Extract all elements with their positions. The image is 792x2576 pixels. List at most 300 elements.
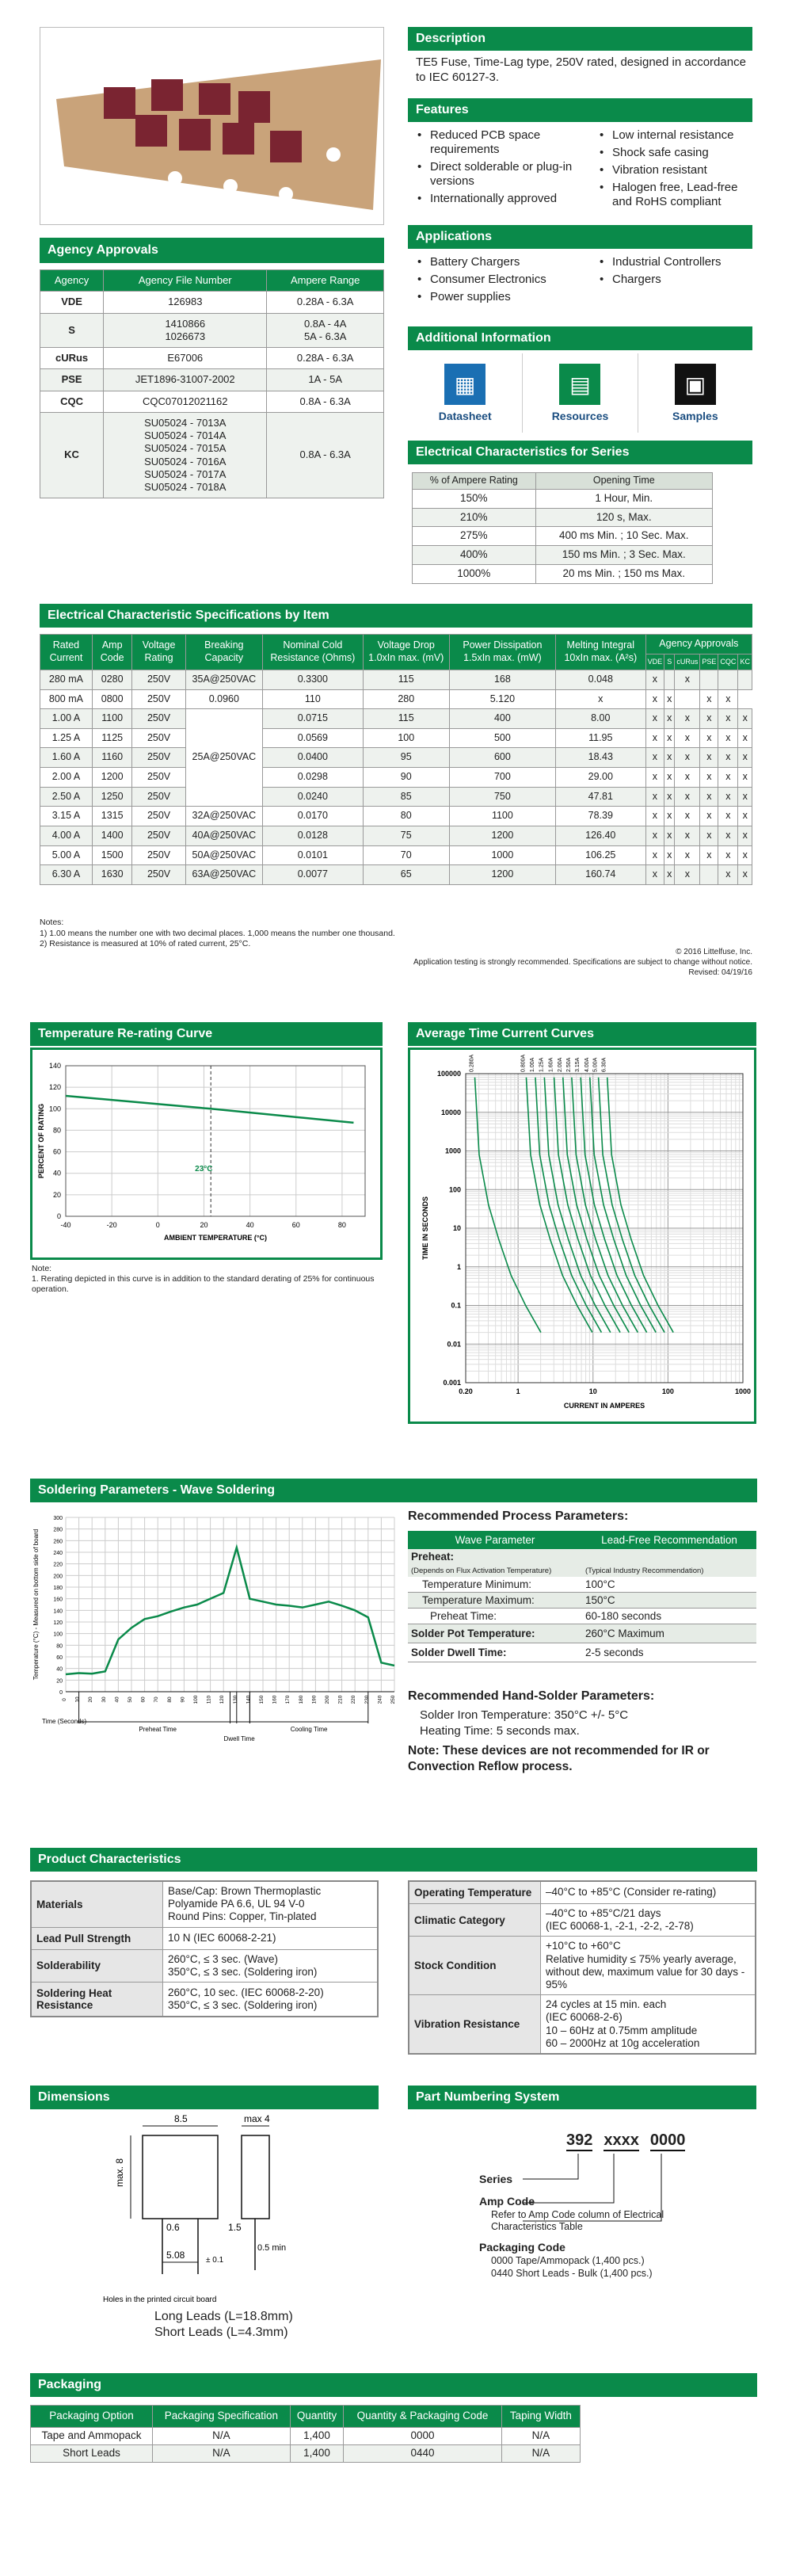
spec-cell: x [718, 728, 738, 748]
spec-cell [718, 670, 738, 689]
y-tick-label: 260 [53, 1539, 63, 1545]
x-tick-label: 250 [390, 1695, 396, 1704]
y-axis-label: PERCENT OF RATING [37, 1103, 45, 1179]
spec-row [40, 826, 752, 845]
samples-link[interactable] [638, 353, 752, 433]
product-row [409, 1995, 756, 2054]
spec-table [40, 634, 752, 885]
spec-cell: x [664, 826, 675, 845]
spec-row [40, 748, 752, 768]
product-label: Stock Condition [409, 1937, 540, 1995]
spec-cell: 6.30 A [40, 865, 93, 885]
packaging-header: Taping Width [501, 2406, 580, 2428]
process-title: Recommended Process Parameters: [408, 1509, 629, 1523]
spec-cell: 65 [363, 865, 449, 885]
samples-icon: ▣ [675, 364, 716, 405]
y-tick-label: 10000 [440, 1108, 461, 1116]
spec-cell: 80 [363, 807, 449, 826]
spec-cell: 2.00 A [40, 768, 93, 788]
y-tick-label: 0 [59, 1690, 63, 1696]
product-value: 24 cycles at 15 min. each (IEC 60068-2-6) 10 – 60Hz at 0.75mm amplitude 60 – 2000Hz at 10g acceleration [540, 1995, 756, 2054]
spec-cell: 63A@250VAC [185, 865, 262, 885]
y-tick-label: 180 [53, 1586, 63, 1591]
preheat-sub2: (Typical Industry Recommendation) [585, 1567, 704, 1576]
agency-logo-icon: CQC [718, 654, 738, 670]
partnum-title: Part Numbering System [408, 2086, 756, 2109]
spec-cell: 1100 [449, 807, 555, 826]
spec-cell: x [738, 768, 752, 788]
agency-logo-icon: PSE [40, 369, 104, 391]
spec-cell: x [700, 845, 718, 865]
spec-cell: 700 [449, 768, 555, 788]
feature-item: • Vibration resistant [598, 163, 752, 177]
rerating-note-line: 1. Rerating depicted in this curve is in addition to the standard derating of 25% for continuous operation. [32, 1274, 375, 1295]
product-label: Vibration Resistance [409, 1995, 540, 2054]
dim-pin: 0.6 [166, 2222, 180, 2233]
spec-cell: 250V [132, 748, 185, 768]
x-tick-label: 20 [200, 1221, 208, 1229]
y-tick-label: 240 [53, 1551, 63, 1556]
rerating-note-line: Note: [32, 1264, 52, 1273]
x-tick-label: 0.20 [459, 1387, 473, 1395]
spec-cell: 90 [363, 768, 449, 788]
spec-cell: x [645, 670, 664, 689]
dim-height: max. 8 [114, 2158, 125, 2187]
temp-max-label: Temperature Maximum: [408, 1593, 582, 1609]
y-axis-label: Temperature (°C) - Measured on bottom side of board [32, 1528, 40, 1681]
spec-cell: 40A@250VAC [185, 826, 262, 845]
agency-file-number: 1410866 1026673 [104, 313, 267, 348]
packaging-row [31, 2444, 581, 2462]
description-text: TE5 Fuse, Time-Lag type, 250V rated, designed in accordance to IEC 60127-3. [416, 55, 746, 84]
application-item: • Consumer Electronics [416, 273, 590, 287]
product-image [40, 27, 384, 225]
agency-ampere-range: 0.8A - 6.3A [267, 412, 384, 498]
agency-file-number: CQC07012021162 [104, 391, 267, 412]
tc-curve-label: 0.800A [520, 1054, 527, 1072]
y-tick-label: 220 [53, 1562, 63, 1568]
soldering-title: Soldering Parameters - Wave Soldering [30, 1479, 757, 1502]
dim-tol: ± 0.1 [206, 2256, 224, 2265]
spec-cell: x [664, 787, 675, 807]
spec-cell: 29.00 [555, 768, 645, 788]
spec-copyright-line: Application testing is strongly recommended. Specifications are subject to change without notice. [413, 958, 752, 967]
spec-cell: x [718, 807, 738, 826]
resources-label: Resources [551, 410, 609, 422]
spec-cell: 5.120 [449, 689, 555, 709]
packaging-header: Packaging Specification [153, 2406, 291, 2428]
agency-logo-icon: VDE [40, 292, 104, 313]
spec-cell: 250V [132, 670, 185, 689]
x-tick-label: 180 [298, 1695, 304, 1704]
spec-cell: x [738, 787, 752, 807]
spec-cell: 0.0077 [263, 865, 364, 885]
spec-cell: 1.60 A [40, 748, 93, 768]
product-value: +10°C to +60°C Relative humidity ≤ 75% yearly average, without dew, maximum value for 30 days - 95% [540, 1937, 756, 1995]
x-tick-label: -40 [60, 1221, 71, 1229]
y-tick-label: 60 [56, 1655, 63, 1661]
partnum-code [566, 2131, 685, 2151]
y-tick-label: 1000 [444, 1147, 461, 1155]
feature-item: • Reduced PCB space requirements [416, 128, 590, 157]
y-tick-label: 40 [56, 1666, 63, 1673]
preheat-time-label: Preheat Time: [408, 1609, 582, 1624]
spec-cell: x [738, 728, 752, 748]
packaging-cell: N/A [153, 2427, 291, 2444]
x-tick-label: 100 [661, 1387, 674, 1395]
partnum-series-code: 392 [566, 2131, 592, 2151]
spec-header: Melting Integral 10xIn max. (A²s) [555, 635, 645, 670]
spec-cell: 0.0101 [263, 845, 364, 865]
spec-cell: 8.00 [555, 709, 645, 729]
x-tick-label: 230 [364, 1695, 370, 1704]
phase-label: Cooling Time [290, 1726, 328, 1733]
applications-left [416, 255, 590, 307]
spec-cell: 0.0960 [185, 689, 262, 709]
spec-cell: 1630 [92, 865, 132, 885]
spec-row [40, 865, 752, 885]
agency-approvals-title: Agency Approvals [40, 238, 384, 263]
agency-logo-icon: cURus [675, 654, 700, 670]
spec-cell: 0800 [92, 689, 132, 709]
spec-cell: 0.0715 [263, 709, 364, 729]
feature-item: • Internationally approved [416, 192, 590, 206]
spec-cell: 110 [263, 689, 364, 709]
application-item: • Battery Chargers [416, 255, 590, 269]
ecs-cell: 400 ms Min. ; 10 Sec. Max. [535, 527, 712, 546]
product-label: Operating Temperature [409, 1881, 540, 1904]
spec-cell: x [700, 826, 718, 845]
y-tick-label: 160 [53, 1597, 63, 1603]
agency-logo-icon: PSE [700, 654, 718, 670]
product-row [31, 1881, 378, 1927]
spec-cell: x [555, 689, 645, 709]
spec-cell: 600 [449, 748, 555, 768]
tc-curve-label: 1.60A [548, 1057, 554, 1072]
spec-cell: 4.00 A [40, 826, 93, 845]
product-row [409, 1937, 756, 1995]
spec-cell: 1000 [449, 845, 555, 865]
approvals-row [40, 391, 384, 412]
ecs-cell: 400% [413, 546, 536, 565]
x-tick-label: 30 [101, 1696, 107, 1703]
ecs-title: Electrical Characteristics for Series [408, 441, 752, 464]
dim-depth: max 4 [244, 2113, 270, 2124]
tc-curve-label: 2.00A [557, 1057, 563, 1072]
agency-logo-icon: S [40, 313, 104, 348]
x-tick-label: 1 [516, 1387, 520, 1395]
product-row [409, 1881, 756, 1904]
agency-ampere-range: 0.28A - 6.3A [267, 292, 384, 313]
features-title: Features [408, 98, 752, 122]
product-value: 260°C, 10 sec. (IEC 60068-2-20) 350°C, ≤ 3 sec. (Soldering iron) [162, 1982, 378, 2017]
y-tick-label: 80 [56, 1643, 63, 1650]
dim-minlen: 0.5 min [257, 2243, 287, 2253]
spec-row [40, 845, 752, 865]
spec-cell [700, 865, 718, 885]
product-label: Lead Pull Strength [31, 1927, 162, 1949]
y-tick-label: 40 [52, 1169, 61, 1177]
spec-cell: 70 [363, 845, 449, 865]
spec-cell: 2.50 A [40, 787, 93, 807]
ecs-cell: 150% [413, 489, 536, 508]
ecs-header: Opening Time [535, 473, 712, 490]
process-note: Note: These devices are not recommended for IR or Convection Reflow process. [408, 1744, 710, 1774]
plot-frame [66, 1066, 365, 1216]
ecs-row [413, 508, 713, 527]
temp-min-label: Temperature Minimum: [408, 1577, 582, 1593]
spec-cell: x [645, 728, 664, 748]
spec-header: Power Dissipation 1.5xIn max. (mW) [449, 635, 555, 670]
spec-header: Amp Code [92, 635, 132, 670]
spec-cell: 1.25 A [40, 728, 93, 748]
ecs-row [413, 546, 713, 565]
partnum-amp-desc: Refer to Amp Code column of Electrical Characteristics Table [491, 2209, 664, 2232]
preheat-label: Preheat: [411, 1551, 455, 1563]
approvals-row [40, 412, 384, 498]
ecs-cell: 1 Hour, Min. [535, 489, 712, 508]
spec-cell: x [675, 768, 700, 788]
x-axis-label: CURRENT IN AMPERES [563, 1402, 645, 1410]
spec-cell: 0.0569 [263, 728, 364, 748]
packaging-cell: Tape and Ammopack [31, 2427, 153, 2444]
spec-cell: 800 mA [40, 689, 93, 709]
x-tick-label: 80 [166, 1696, 173, 1703]
spec-cell: 126.40 [555, 826, 645, 845]
product-left-table [30, 1880, 379, 2017]
tc-curve-label: 0.280A [469, 1054, 475, 1072]
y-tick-label: 280 [53, 1527, 63, 1533]
agency-ampere-range: 0.28A - 6.3A [267, 348, 384, 369]
spec-cell: x [718, 689, 738, 709]
spec-cell: 250V [132, 826, 185, 845]
spec-cell: 0.048 [555, 670, 645, 689]
spec-cell: 1200 [449, 826, 555, 845]
feature-item: • Low internal resistance [598, 128, 752, 143]
dim-width: 8.5 [174, 2113, 188, 2124]
spec-cell: 250V [132, 709, 185, 729]
spec-cell: 400 [449, 709, 555, 729]
x-tick-label: 220 [351, 1695, 357, 1704]
spec-cell: x [645, 748, 664, 768]
y-tick-label: 0 [56, 1212, 61, 1220]
y-tick-label: 100 [48, 1105, 61, 1113]
spec-copyright-line: © 2016 Littelfuse, Inc. [676, 948, 752, 956]
avgtc-chart [410, 1050, 754, 1422]
spec-cell: x [718, 865, 738, 885]
spec-cell: x [675, 728, 700, 748]
agency-approvals-table [40, 269, 384, 498]
approvals-header: Agency [40, 270, 104, 292]
spec-cell: 250V [132, 768, 185, 788]
spec-cell: 1125 [92, 728, 132, 748]
x-axis-label: Time (Seconds) [42, 1718, 87, 1725]
dim-pitch: 5.08 [166, 2250, 185, 2261]
y-tick-label: 0.01 [447, 1340, 461, 1349]
solder-pot-value: 260°C Maximum [582, 1624, 756, 1643]
features-right [598, 128, 752, 212]
description-title: Description [408, 27, 752, 51]
ecs-row [413, 527, 713, 546]
spec-cell: x [700, 768, 718, 788]
ecs-row [413, 565, 713, 584]
spec-cell: 280 [363, 689, 449, 709]
rerating-note [32, 1264, 380, 1295]
product-row [31, 1927, 378, 1949]
rerating-title: Temperature Re-rating Curve [30, 1022, 383, 1046]
partnum-series: Series [479, 2173, 513, 2185]
spec-cell: 115 [363, 709, 449, 729]
spec-cell: 250V [132, 689, 185, 709]
y-tick-label: 0.1 [451, 1301, 461, 1310]
short-leads: Short Leads (L=4.3mm) [154, 2326, 288, 2339]
spec-copyright-line: Revised: 04/19/16 [688, 968, 752, 977]
spec-cell: 18.43 [555, 748, 645, 768]
x-tick-label: 110 [206, 1695, 212, 1704]
agency-logo-icon: cURus [40, 348, 104, 369]
x-tick-label: 210 [337, 1695, 344, 1704]
dim-offset: 1.5 [228, 2222, 242, 2233]
spec-cell: x [645, 689, 664, 709]
spec-row [40, 670, 752, 689]
spec-header: Rated Current [40, 635, 93, 670]
spec-cell: 5.00 A [40, 845, 93, 865]
spec-cell [738, 670, 752, 689]
ecs-cell: 150 ms Min. ; 3 Sec. Max. [535, 546, 712, 565]
y-tick-label: 100 [448, 1185, 461, 1194]
spec-cell: 0.0170 [263, 807, 364, 826]
spec-row [40, 787, 752, 807]
spec-cell: 78.39 [555, 807, 645, 826]
x-tick-label: 140 [246, 1695, 252, 1704]
additional-info-links [408, 353, 752, 433]
product-value: –40°C to +85°C (Consider re-rating) [540, 1881, 756, 1904]
packaging-header: Packaging Option [31, 2406, 153, 2428]
dimensions-title: Dimensions [30, 2086, 379, 2109]
x-tick-label: 90 [180, 1696, 186, 1703]
approvals-row [40, 292, 384, 313]
spec-copyright [413, 947, 752, 978]
hand-title: Recommended Hand-Solder Parameters: [408, 1689, 655, 1703]
application-item: • Industrial Controllers [598, 255, 752, 269]
y-tick-label: 80 [52, 1126, 61, 1135]
agency-logo-icon: KC [738, 654, 752, 670]
agency-logo-icon: CQC [40, 391, 104, 412]
phase-label: Dwell Time [223, 1735, 255, 1742]
y-axis-label: TIME IN SECONDS [421, 1196, 429, 1261]
spec-cell: x [700, 689, 718, 709]
spec-header: Breaking Capacity [185, 635, 262, 670]
y-tick-label: 100 [53, 1631, 63, 1638]
x-tick-label: 160 [272, 1695, 278, 1704]
spec-header: Nominal Cold Resistance (Ohms) [263, 635, 364, 670]
ecs-table [412, 472, 713, 584]
packaging-table [30, 2405, 581, 2463]
y-tick-label: 20 [56, 1678, 63, 1685]
spec-cell: x [675, 709, 700, 729]
x-tick-label: 40 [246, 1221, 254, 1229]
spec-cell: 0.0240 [263, 787, 364, 807]
spec-cell: 1.00 A [40, 709, 93, 729]
spec-cell: x [738, 845, 752, 865]
packaging-cell: 1,400 [290, 2427, 344, 2444]
feature-item: • Direct solderable or plug-in versions [416, 160, 590, 189]
resources-icon: ▤ [559, 364, 600, 405]
spec-header: Voltage Rating [132, 635, 185, 670]
spec-cell: x [675, 787, 700, 807]
approvals-row [40, 369, 384, 391]
spec-row [40, 709, 752, 729]
ecs-row [413, 489, 713, 508]
x-tick-label: 60 [291, 1221, 300, 1229]
y-tick-label: 100000 [436, 1070, 461, 1078]
temp-min-value: 100°C [582, 1577, 756, 1593]
product-row [409, 1904, 756, 1937]
spec-cell: x [675, 826, 700, 845]
spec-cell: x [664, 845, 675, 865]
packaging-cell: Short Leads [31, 2444, 153, 2462]
partnum-pkg-code: 0000 [650, 2131, 686, 2151]
features-left [416, 128, 590, 209]
packaging-header: Quantity [290, 2406, 344, 2428]
spec-cell: 280 mA [40, 670, 93, 689]
agency-file-number: SU05024 - 7013A SU05024 - 7014A SU05024 - 7015A SU05024 - 7016A SU05024 - 7017A SU05024 - 7018A [104, 412, 267, 498]
spec-cell: x [700, 787, 718, 807]
x-tick-label: 50 [128, 1696, 133, 1703]
spec-cell: x [664, 689, 675, 709]
long-leads: Long Leads (L=18.8mm) [154, 2310, 293, 2323]
soldering-chart [30, 1509, 402, 1747]
product-value: 10 N (IEC 60068-2-21) [162, 1927, 378, 1949]
spec-cell: 1160 [92, 748, 132, 768]
solder-pot-label: Solder Pot Temperature: [408, 1624, 582, 1643]
resources-link[interactable] [523, 353, 638, 433]
y-tick-label: 10 [452, 1224, 461, 1232]
spec-cell: x [645, 709, 664, 729]
packaging-cell: N/A [501, 2427, 580, 2444]
spec-cell: x [738, 709, 752, 729]
y-tick-label: 200 [53, 1574, 63, 1580]
spec-cell: x [700, 728, 718, 748]
approvals-row [40, 313, 384, 348]
spec-cell: x [664, 768, 675, 788]
packaging-cell: 0440 [344, 2444, 501, 2462]
spec-cell: x [738, 748, 752, 768]
packaging-title: Packaging [30, 2373, 757, 2397]
spec-cell: x [718, 845, 738, 865]
spec-cell: 1200 [449, 865, 555, 885]
agency-ampere-range: 0.8A - 6.3A [267, 391, 384, 412]
packaging-cell: N/A [501, 2444, 580, 2462]
datasheet-label: Datasheet [438, 410, 492, 422]
spec-cell: x [718, 826, 738, 845]
spec-cell: 0.0298 [263, 768, 364, 788]
x-tick-label: 130 [232, 1695, 238, 1704]
approvals-header: Ampere Range [267, 270, 384, 292]
datasheet-link[interactable] [408, 353, 523, 433]
product-label: Materials [31, 1881, 162, 1927]
agency-file-number: 126983 [104, 292, 267, 313]
tc-curve-label: 1.25A [539, 1057, 545, 1072]
spec-cell: 500 [449, 728, 555, 748]
process-header-2: Lead-Free Recommendation [582, 1531, 756, 1549]
product-value: 260°C, ≤ 3 sec. (Wave) 350°C, ≤ 3 sec. (Soldering iron) [162, 1949, 378, 1982]
packaging-cell: 1,400 [290, 2444, 344, 2462]
x-tick-label: 10 [588, 1387, 597, 1395]
spec-cell: 0280 [92, 670, 132, 689]
spec-cell: x [700, 748, 718, 768]
agency-file-number: E67006 [104, 348, 267, 369]
